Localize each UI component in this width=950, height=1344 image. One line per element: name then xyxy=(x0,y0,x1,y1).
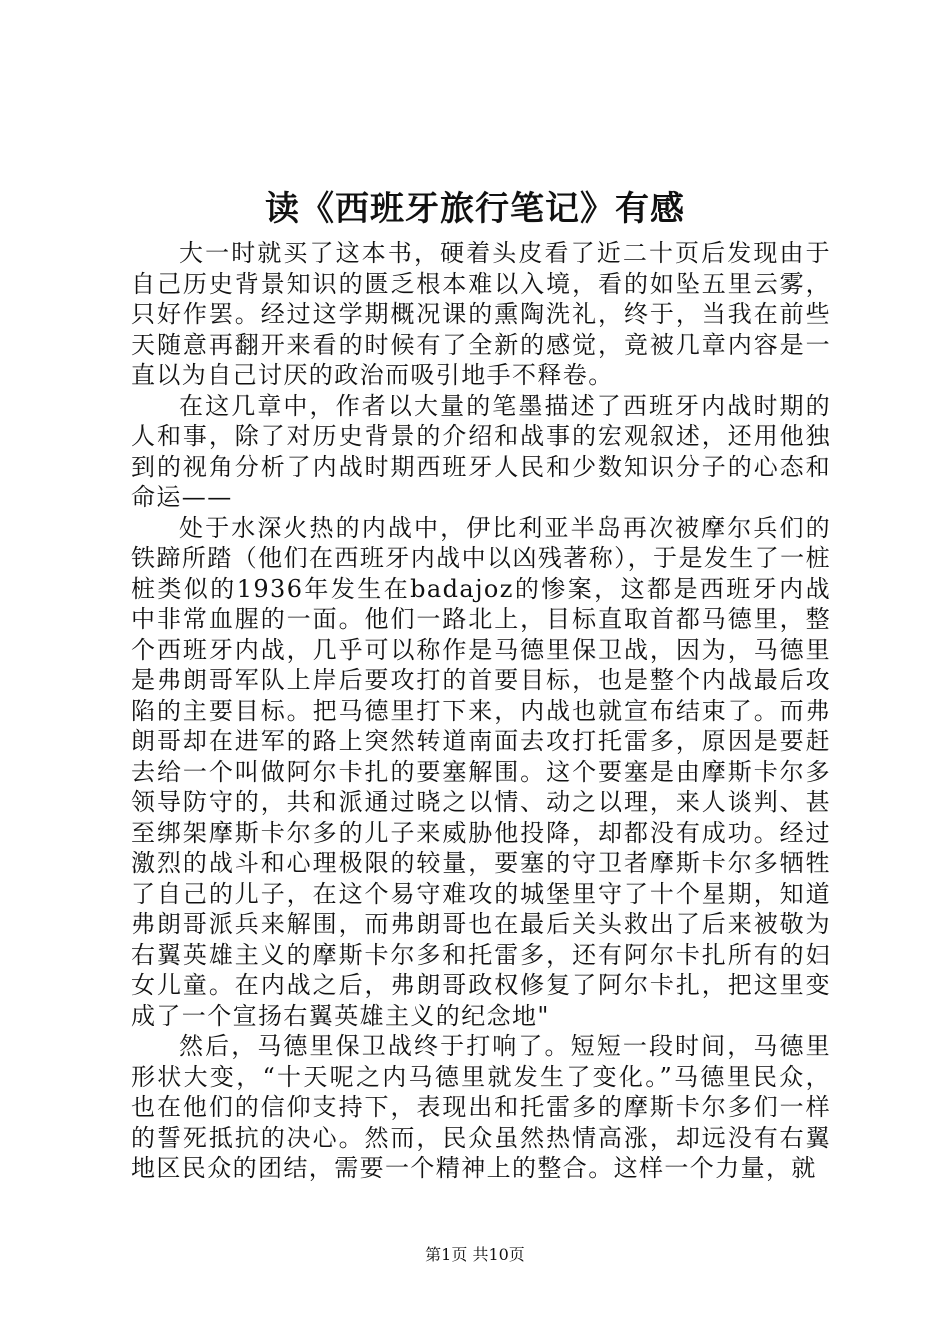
paragraph-3: 处于水深火热的内战中，伊比利亚半岛再次被摩尔兵们的铁蹄所踏（他们在西班牙内战中以凶残著称），于是发生了一桩桩类似的1936年发生在badajoz的惨案，这都是西班牙内战中非常血腥的一面。他们一路北上，目标直取首都马德里，整个西班牙内战，几乎可以称作是马德里保卫战，因为，马德里是弗朗哥军队上岸后要攻打的首要目标，也是整个内战最后攻陷的主要目标。把马德里打下来，内战也就宣布结束了。而弗朗哥却在进军的路上突然转道南面去攻打托雷多，原因是要赶去给一个叫做阿尔卡扎的要塞解围。这个要塞是由摩斯卡尔多领导防守的，共和派通过晓之以情、动之以理，来人谈判、甚至绑架摩斯卡尔多的儿子来威胁他投降，却都没有成功。经过激烈的战斗和心理极限的较量，要塞的守卫者摩斯卡尔多牺牲了自己的儿子，在这个易守难攻的城堡里守了十个星期，知道弗朗哥派兵来解围，而弗朗哥也在最后关头救出了后来被敬为右翼英雄主义的摩斯卡尔多和托雷多，还有阿尔卡扎所有的妇女儿童。在内战之后，弗朗哥政权修复了阿尔卡扎，把这里变成了一个宣扬右翼英雄主义的纪念地" xyxy=(131,513,831,1030)
paragraph-2: 在这几章中，作者以大量的笔墨描述了西班牙内战时期的人和事，除了对历史背景的介绍和战事的宏观叙述，还用他独到的视角分析了内战时期西班牙人民和少数知识分子的心态和命运—— xyxy=(131,391,831,511)
paragraph-1: 大一时就买了这本书，硬着头皮看了近二十页后发现由于自己历史背景知识的匮乏根本难以入境，看的如坠五里云雾，只好作罢。经过这学期概况课的熏陶洗礼，终于，当我在前些天随意再翻开来看的时候有了全新的感觉，竟被几章内容是一直以为自己讨厌的政治而吸引地手不释卷。 xyxy=(131,239,831,389)
document-body xyxy=(131,238,831,1184)
page-number-footer: 第1页 共10页 xyxy=(425,1245,525,1264)
paragraph-4: 然后，马德里保卫战终于打响了。短短一段时间，马德里形状大变，“十天呢之内马德里就发生了变化。”马德里民众，也在他们的信仰支持下，表现出和托雷多的摩斯卡尔多们一样的誓死抵抗的决心。然而，民众虽然热情高涨，却远没有右翼地区民众的团结，需要一个精神上的整合。这样一个力量，就 xyxy=(131,1032,831,1182)
document-title: 读《西班牙旅行笔记》有感 xyxy=(265,189,685,229)
